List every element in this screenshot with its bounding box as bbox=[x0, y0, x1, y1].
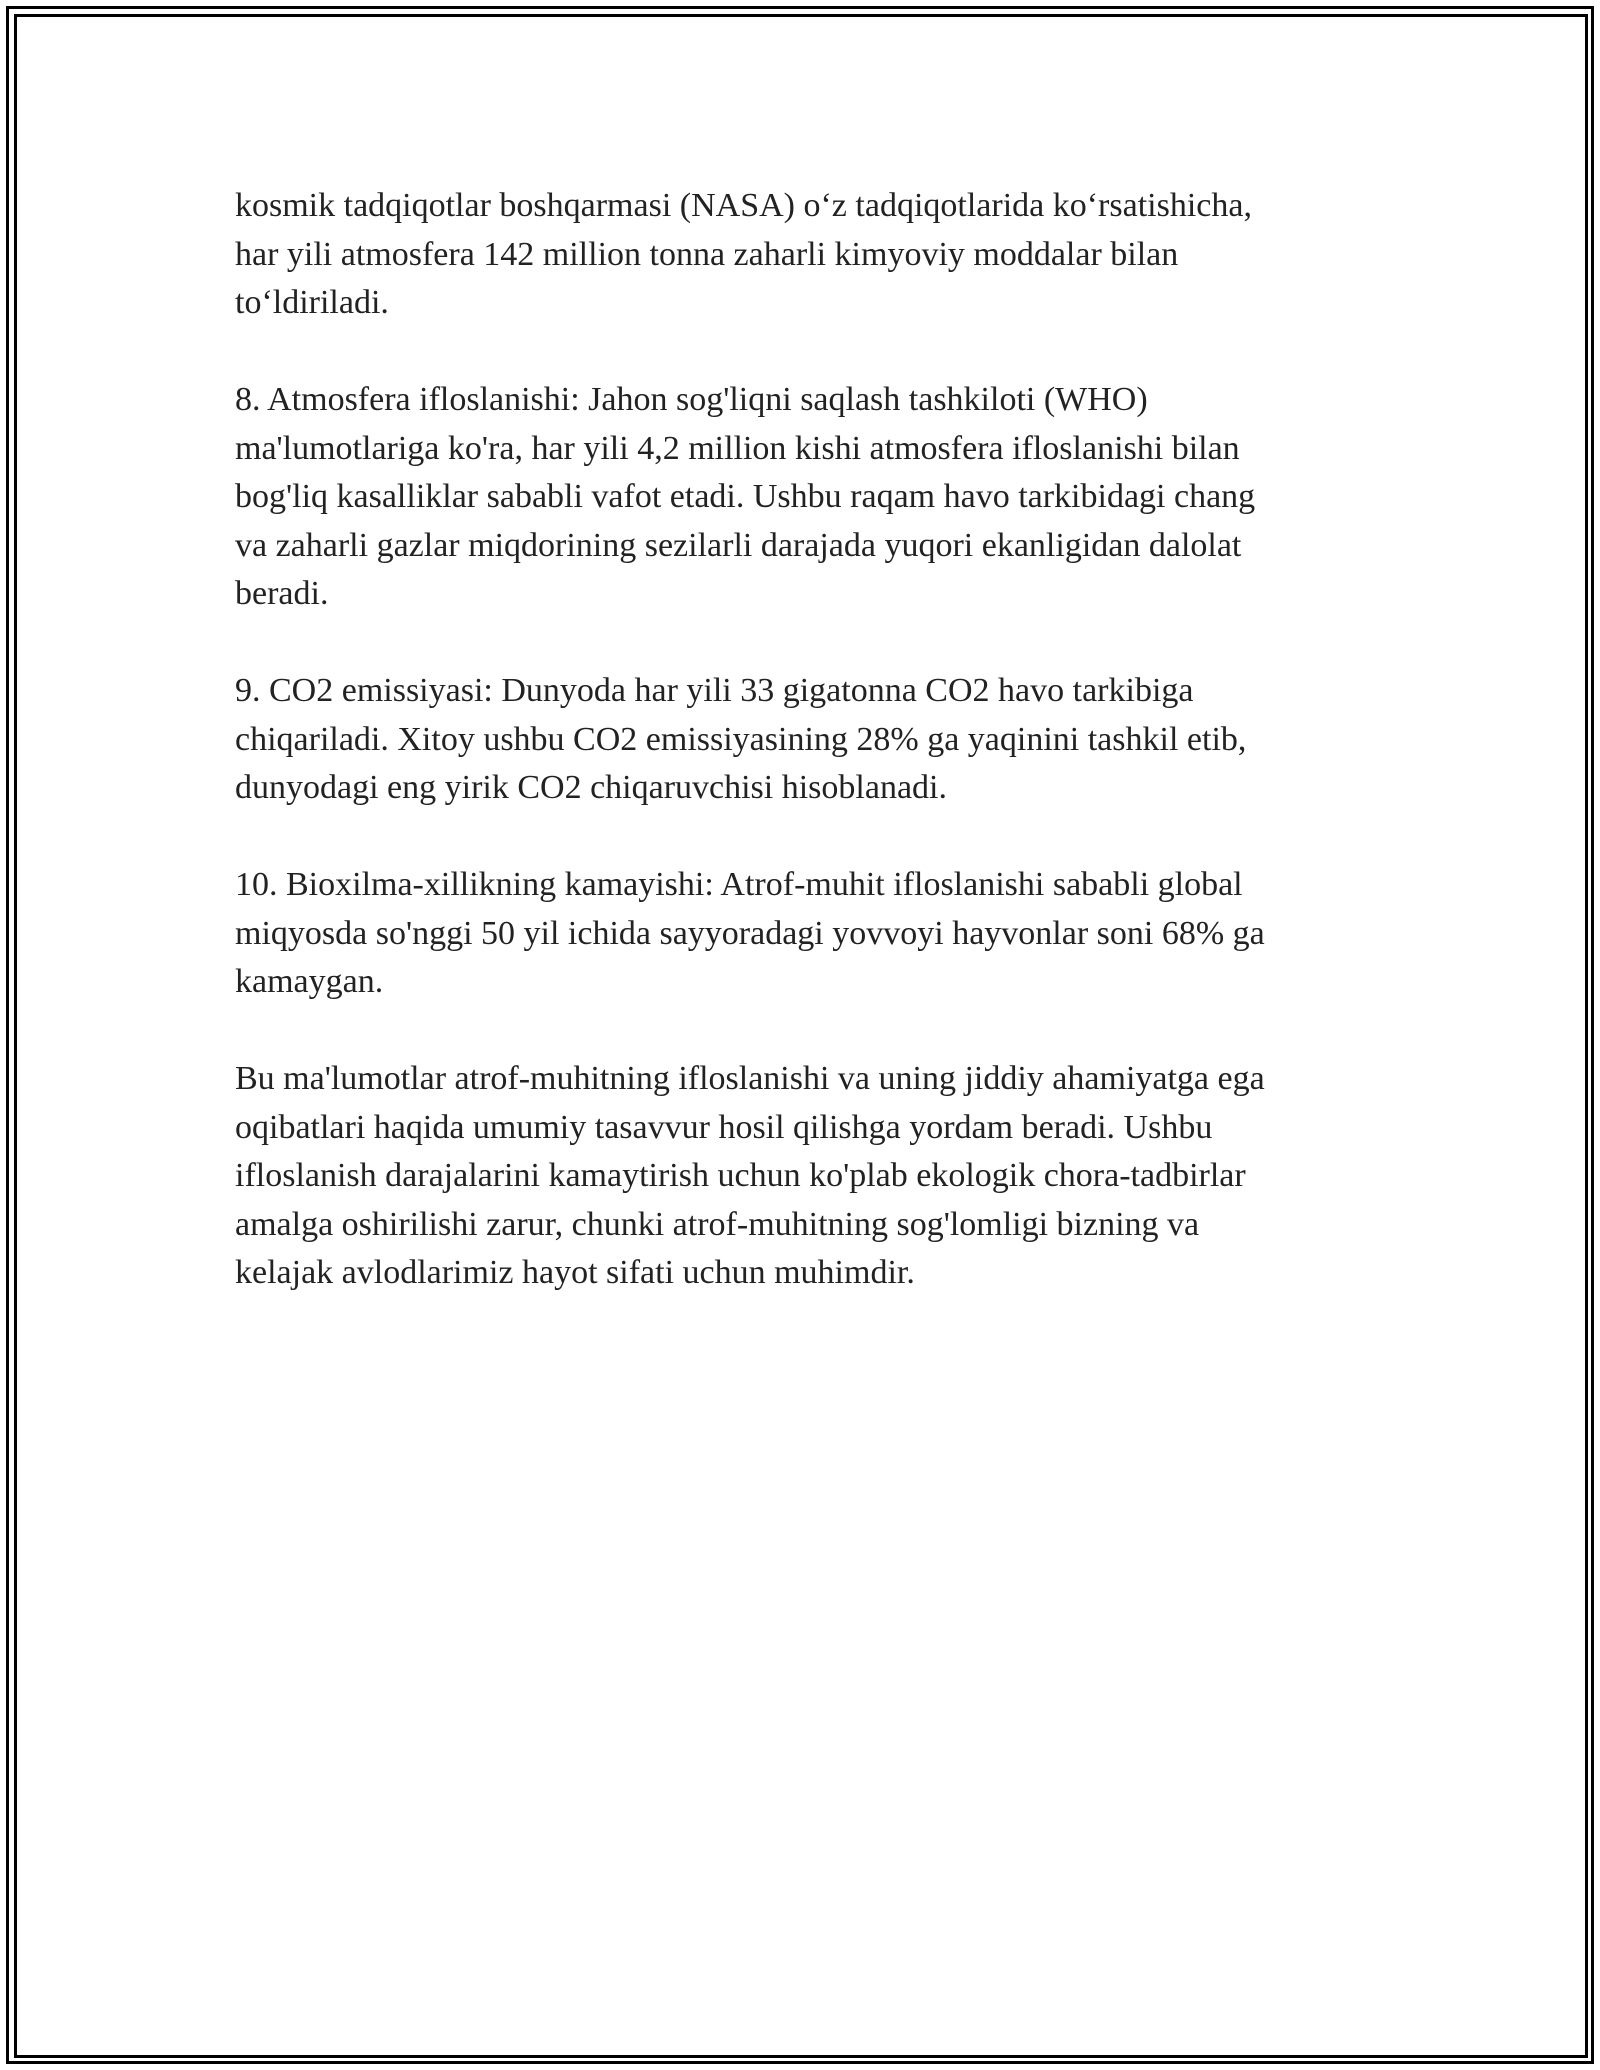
paragraph-co2-emissiyasi: 9. CO2 emissiyasi: Dunyoda har yili 33 gigatonna CO2 havo tarkibiga chiqariladi. Xitoy ushbu CO2 emissiyasining 28% ga yaqinini tashkil etib, dunyodagi eng yirik CO2 chiqaruvchisi hisoblanadi. bbox=[235, 672, 1247, 806]
paragraph-conclusion: Bu ma'lumotlar atrof-muhitning ifloslanishi va uning jiddiy ahamiyatga ega oqibatlari haqida umumiy tasavvur hosil qilishga yordam beradi. Ushbu ifloslanish darajalarini kamaytirish uchun ko'plab ekologik chora-tadbirlar amalga oshirilishi zarur, chunki atrof-muhitning sog'lomligi bizning va kelajak avlodlarimiz hayot sifati uchun muhimdir. bbox=[235, 1060, 1265, 1291]
paragraph-bioxilma-xillik: 10. Bioxilma-xillikning kamayishi: Atrof-muhit ifloslanishi sababli global miqyosda so'nggi 50 yil ichida sayyoradagi yovvoyi hayvonlar soni 68% ga kamaygan. bbox=[235, 866, 1265, 1000]
paragraph-nasa: kosmik tadqiqotlar boshqarmasi (NASA) o‘z tadqiqotlarida ko‘rsatishicha, har yili atmosfera 142 million tonna zaharli kimyoviy moddalar bilan to‘ldiriladi. bbox=[235, 187, 1252, 321]
paragraph-atmosfera-ifloslanishi: 8. Atmosfera ifloslanishi: Jahon sog'liqni saqlash tashkiloti (WHO) ma'lumotlariga ko'ra, har yili 4,2 million kishi atmosfera ifloslanishi bilan bog'liq kasalliklar sababli vafot etadi. Ushbu raqam havo tarkibidagi chang va zaharli gazlar miqdorining sezilarli darajada yuqori ekanligidan dalolat beradi. bbox=[235, 381, 1256, 612]
document-body bbox=[235, 182, 1365, 1346]
